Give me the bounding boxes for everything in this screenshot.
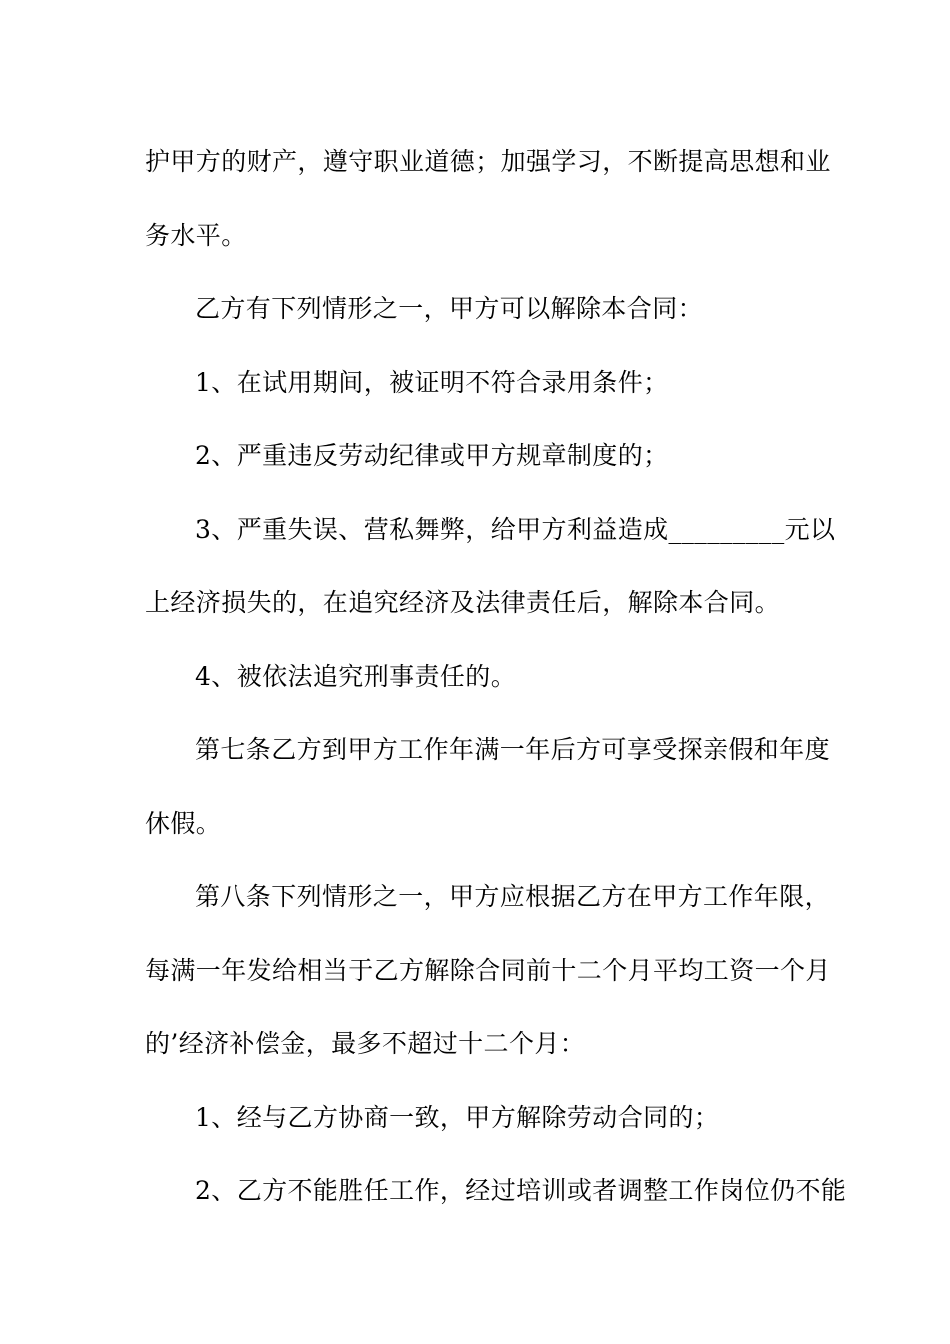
list-item: 1、在试用期间，被证明不符合录用条件； bbox=[195, 367, 669, 397]
list-item: 2、严重违反劳动纪律或甲方规章制度的； bbox=[195, 441, 669, 470]
text-line: 上经济损失的，在追究经济及法律责任后，解除本合同。 bbox=[145, 588, 781, 617]
text-line: 的’经济补偿金，最多不超过十二个月： bbox=[145, 1029, 586, 1058]
list-item: 1、经与乙方协商一致，甲方解除劳动合同的； bbox=[195, 1102, 720, 1132]
article-heading-line: 第七条乙方到甲方工作年满一年后方可享受探亲假和年度 bbox=[195, 735, 831, 764]
list-item: 3、严重失误、营私舞弊，给甲方利益造成_________元以 bbox=[195, 514, 836, 544]
text-line: 护甲方的财产，遵守职业道德；加强学习，不断提高思想和业 bbox=[145, 147, 831, 176]
text-line: 务水平。 bbox=[145, 220, 247, 250]
document-body bbox=[145, 125, 847, 1228]
text-line: 每满一年发给相当于乙方解除合同前十二个月平均工资一个月 bbox=[145, 955, 831, 985]
list-item: 2、乙方不能胜任工作，经过培训或者调整工作岗位仍不能 bbox=[195, 1176, 847, 1205]
text-line: 休假。 bbox=[145, 808, 222, 838]
article-heading-line: 第八条下列情形之一，甲方应根据乙方在甲方工作年限， bbox=[195, 882, 831, 911]
text-line: 乙方有下列情形之一，甲方可以解除本合同： bbox=[195, 294, 704, 323]
list-item: 4、被依法追究刑事责任的。 bbox=[195, 661, 517, 691]
